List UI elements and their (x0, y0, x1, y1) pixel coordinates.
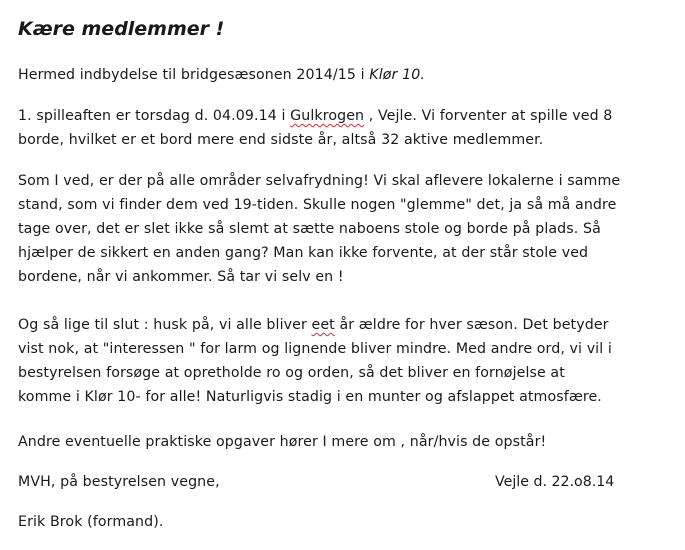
para1-line1-end: , Vejle. Vi forventer at spille ved 8 (364, 108, 613, 124)
para3-line1 (18, 313, 678, 337)
para3-line3: bestyrelsen forsøge at opretholde ro og orden, så det bliver en fornøjelse at (18, 365, 565, 381)
para2-line: Som I ved, er der på alle områder selvafrydning! Vi skal aflevere lokalerne i samme (18, 173, 621, 189)
letter-heading: Kære medlemmer ! (18, 18, 225, 40)
place-and-date: Vejle d. 22.o8.14 (495, 474, 615, 490)
para3-line4: komme i Klør 10- for alle! Naturligvis stadig i en munter og afslappet atmosfære. (18, 389, 602, 405)
paragraph-final-note (18, 313, 678, 409)
paragraph-cleanup (18, 169, 678, 289)
invitation-text: Hermed indbydelse til bridgesæsonen 2014/15 i (18, 67, 370, 83)
invitation-line (18, 63, 678, 87)
para1-line1-start: 1. spilleaften er torsdag d. 04.09.14 i (18, 108, 291, 124)
para2-line: tage over, det er slet ikke så slemt at sætte naboens stole og borde på plads. Så (18, 221, 601, 237)
para2-line: stand, som vi finder dem ved 19-tiden. Skulle nogen "glemme" det, ja så må andre (18, 197, 617, 213)
signoff-greeting: MVH, på bestyrelsen vegne, (18, 474, 220, 490)
para1-line2: borde, hvilket er et bord mere end sidste år, altså 32 aktive medlemmer. (18, 132, 544, 148)
paragraph-practical-tasks: Andre eventuelle praktiske opgaver hører I mere om , når/hvis de opstår! (18, 434, 547, 450)
venue-name: Gulkrogen (290, 108, 365, 124)
paragraph-first-evening (18, 104, 678, 152)
para2-line: hjælper de sikkert en anden gang? Man kan ikke forvente, at der står stole ved (18, 245, 589, 261)
para3-line1-end: år ældre for hver sæson. Det betyder (334, 317, 609, 333)
para1-line1 (18, 104, 678, 128)
signature-name: Erik Brok (formand). (18, 514, 164, 530)
word-eet: eet (311, 317, 335, 333)
club-name: Klør 10. (369, 67, 425, 83)
para3-line2: vist nok, at "interessen " for larm og lignende bliver mindre. Med andre ord, vi vil i (18, 341, 612, 357)
para3-line1-start: Og så lige til slut : husk på, vi alle bliver (18, 317, 312, 333)
para2-line: bordene, når vi ankommer. Så tar vi selv en ! (18, 269, 344, 285)
